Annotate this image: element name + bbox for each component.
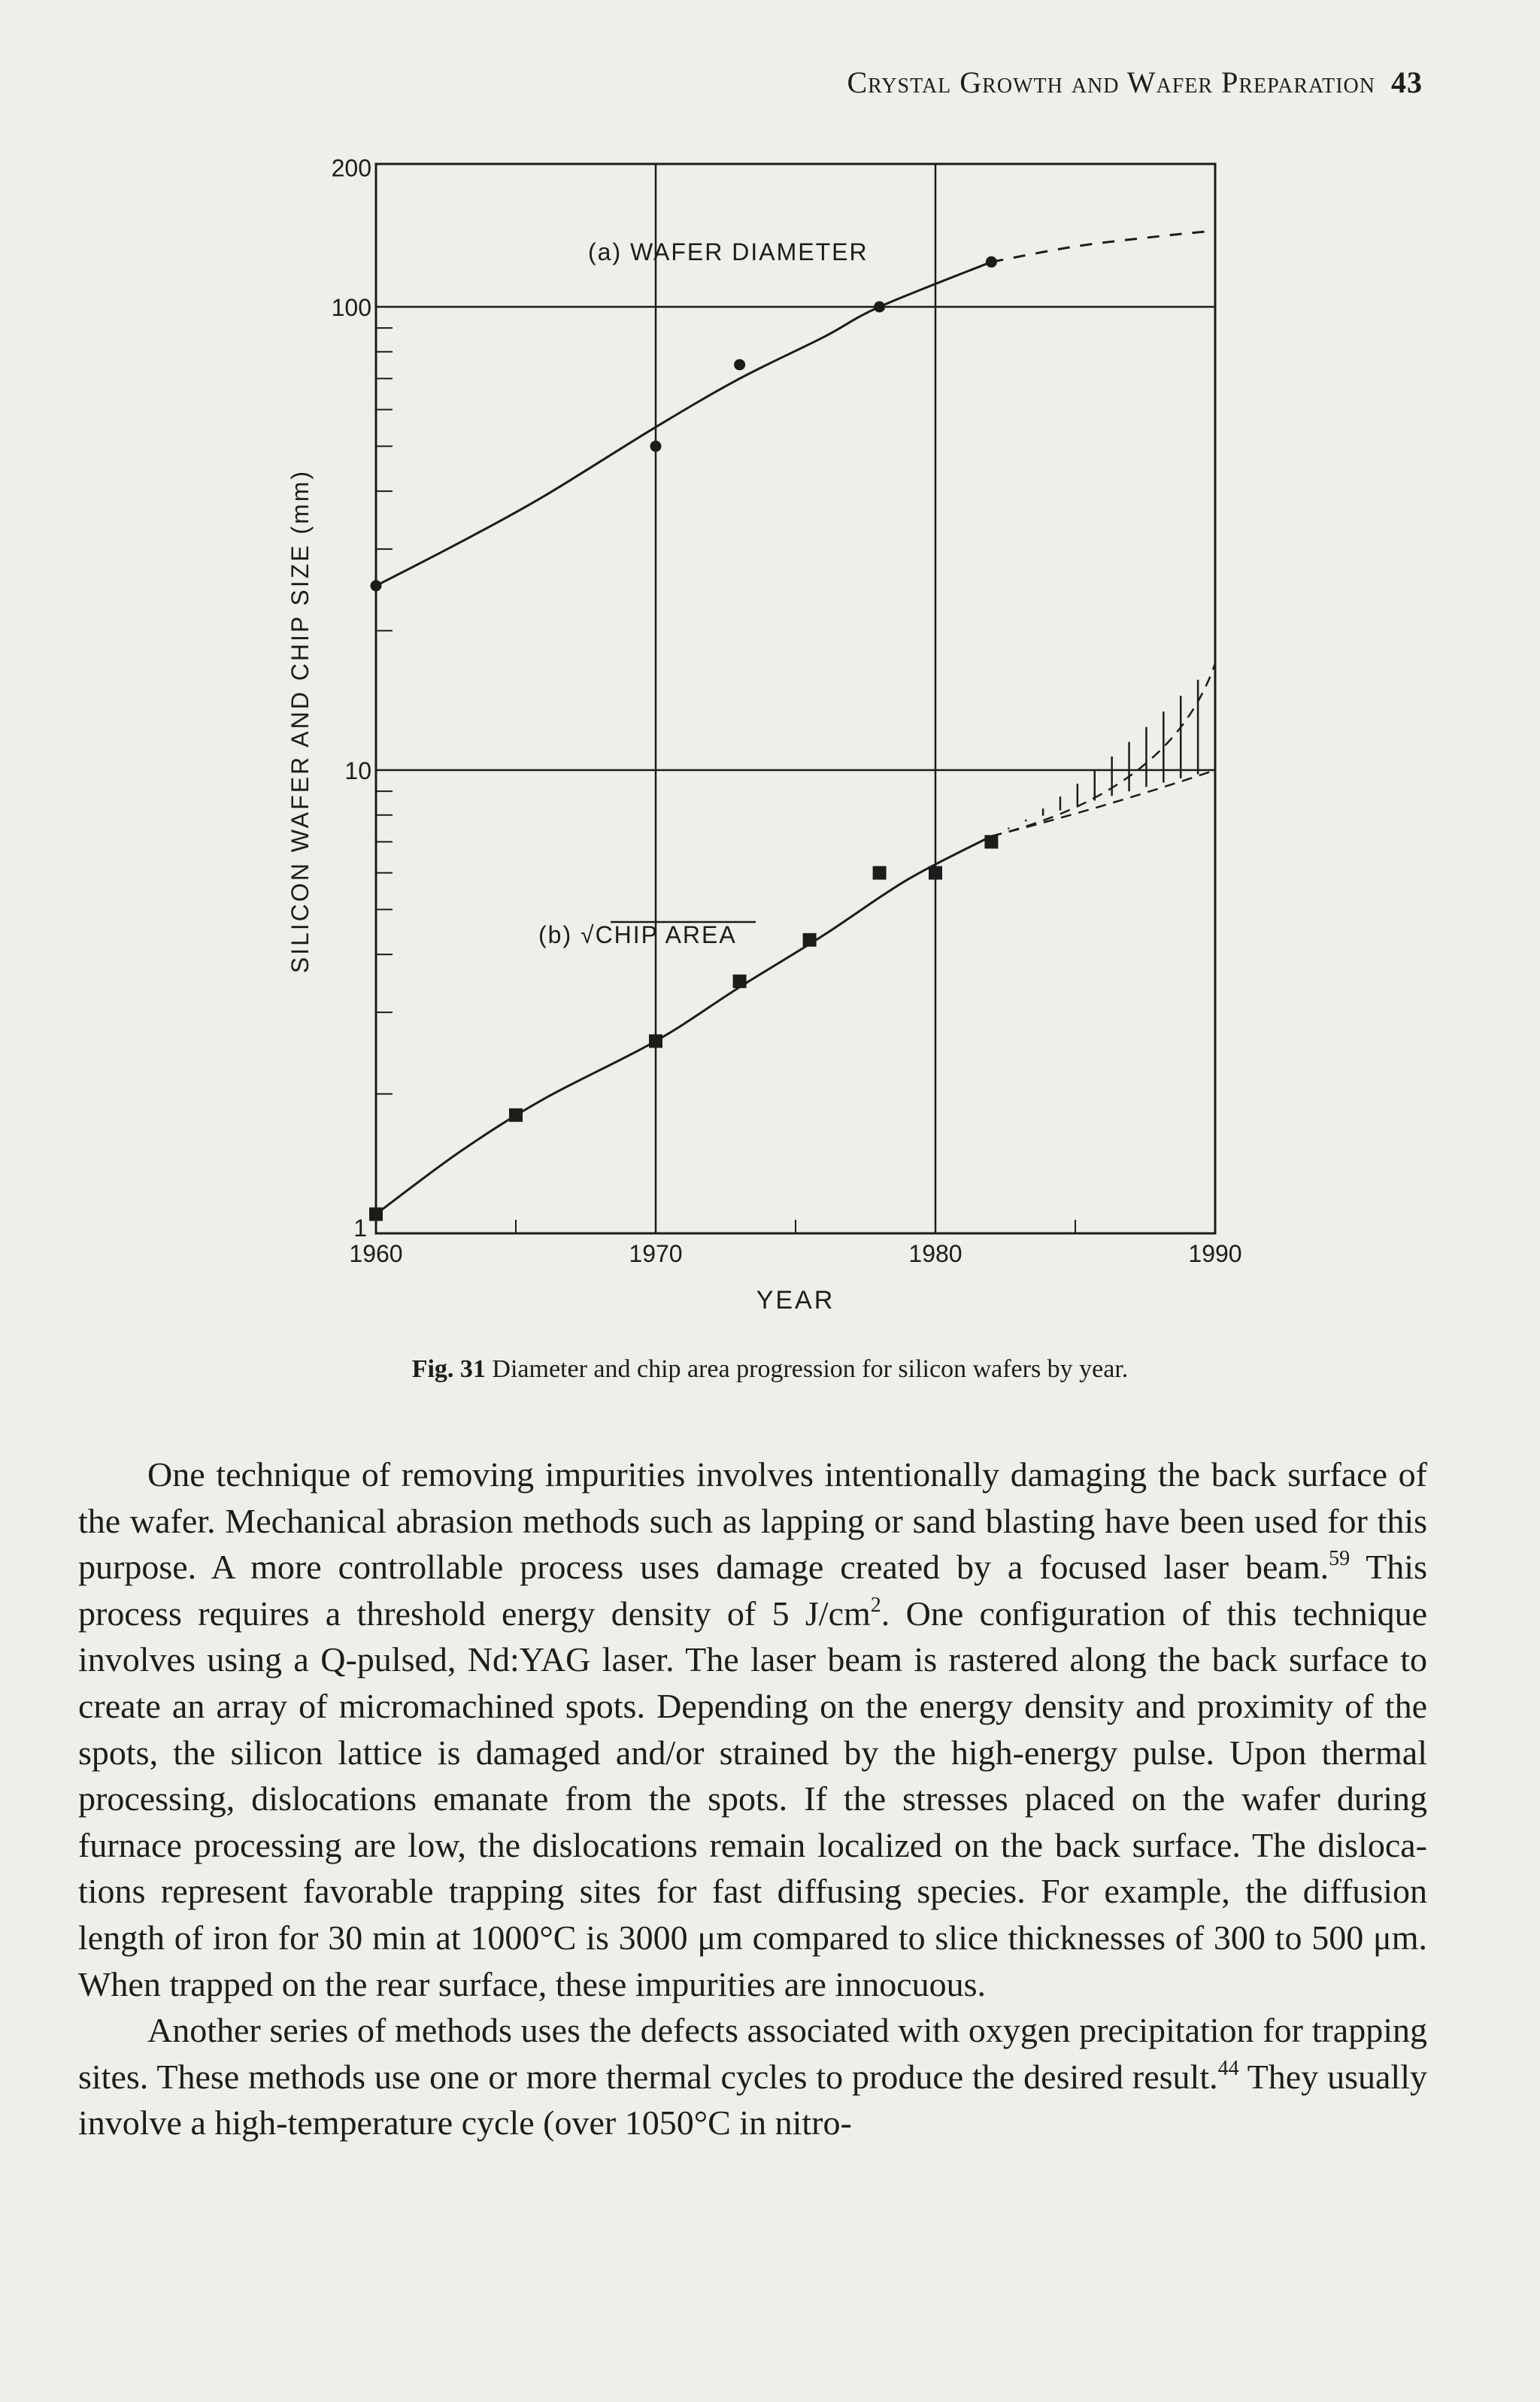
series-2-fit-line xyxy=(376,836,991,1215)
y-tick-label: 100 xyxy=(331,294,371,321)
figure-caption-text: Diameter and chip area progression for silicon wafers by year. xyxy=(492,1355,1129,1383)
running-head-title: Crystal Growth and Wafer Preparation xyxy=(847,65,1375,99)
wafer-diameter-point xyxy=(874,302,885,313)
chip-area-point xyxy=(369,1208,383,1221)
series-label-wafer-diameter: (a) WAFER DIAMETER xyxy=(588,238,869,265)
y-tick-label: 10 xyxy=(344,757,371,784)
x-tick-label: 1970 xyxy=(629,1240,683,1267)
x-axis-title: YEAR xyxy=(756,1286,835,1315)
y-axis-title: SILICON WAFER AND CHIP SIZE (mm) xyxy=(286,469,314,974)
y-tick-label: 200 xyxy=(331,154,371,182)
x-tick-label: 1960 xyxy=(349,1240,403,1267)
chip-area-point xyxy=(509,1108,523,1122)
paragraph: Another series of methods uses the defects associated with oxygen precipitation for trapping sites. These methods use one or more thermal cycles to produce the desired result.$^{44}$ They usually involve a high-temperature cycle (over 1050°C in nitro- xyxy=(78,2011,1427,2143)
y-tick-label: 1 xyxy=(353,1215,367,1242)
chip-area-point xyxy=(984,835,998,848)
wafer-diameter-point xyxy=(371,580,382,591)
x-tick-label: 1990 xyxy=(1188,1240,1242,1267)
chip-area-point xyxy=(929,866,942,880)
band-lower-dashed xyxy=(991,770,1215,836)
body-text xyxy=(78,1451,1427,2146)
series-label-chip-area: (b) √CHIP AREA xyxy=(538,921,737,948)
series-1-projection-line xyxy=(991,231,1215,262)
x-tick-label: 1980 xyxy=(908,1240,962,1267)
chip-area-point xyxy=(803,933,817,947)
chip-area-point xyxy=(873,866,887,880)
figure-caption xyxy=(0,1355,1540,1384)
chip-area-point xyxy=(649,1034,662,1048)
page-number: 43 xyxy=(1391,65,1423,99)
plot-frame xyxy=(376,164,1215,1233)
figure-label: Fig. 31 xyxy=(411,1355,486,1383)
series-1-fit-line xyxy=(376,262,991,586)
chip-area-point xyxy=(733,975,747,988)
wafer-diameter-point xyxy=(734,359,745,370)
wafer-diameter-point xyxy=(986,256,997,268)
wafer-diameter-point xyxy=(650,441,662,452)
paragraph: One technique of removing impurities involves intentionally damaging the back surface of the wafer. Mechanical abrasion methods such as lapping or sand blasting have been used for this purpose. A more controllable process uses damage created by a focused laser beam.$^{59}$ This process requires a threshold energy density of 5 $J/cm^2$. One configuration of this technique involves using a Q-pulsed, Nd:YAG laser. The laser beam is rastered along the back surface to create an array of micromachined spots. Depending on the energy density and proximity of the spots, the silicon lattice is damaged and/or strained by the high-energy pulse. Upon thermal processing, dislocations emanate from the spots. If the stresses placed on the wafer during furnace processing are low, the dislocations remain localized on the back surface. The dislocations represent favorable trapping sites for fast diffusing species. For example, the diffusion length of iron for 30 min at 1000°C is 3000 μm compared to slice thicknesses of 300 to 500 μm. When trapped on the rear surface, these impurities are innocuous. xyxy=(78,1455,1428,2003)
